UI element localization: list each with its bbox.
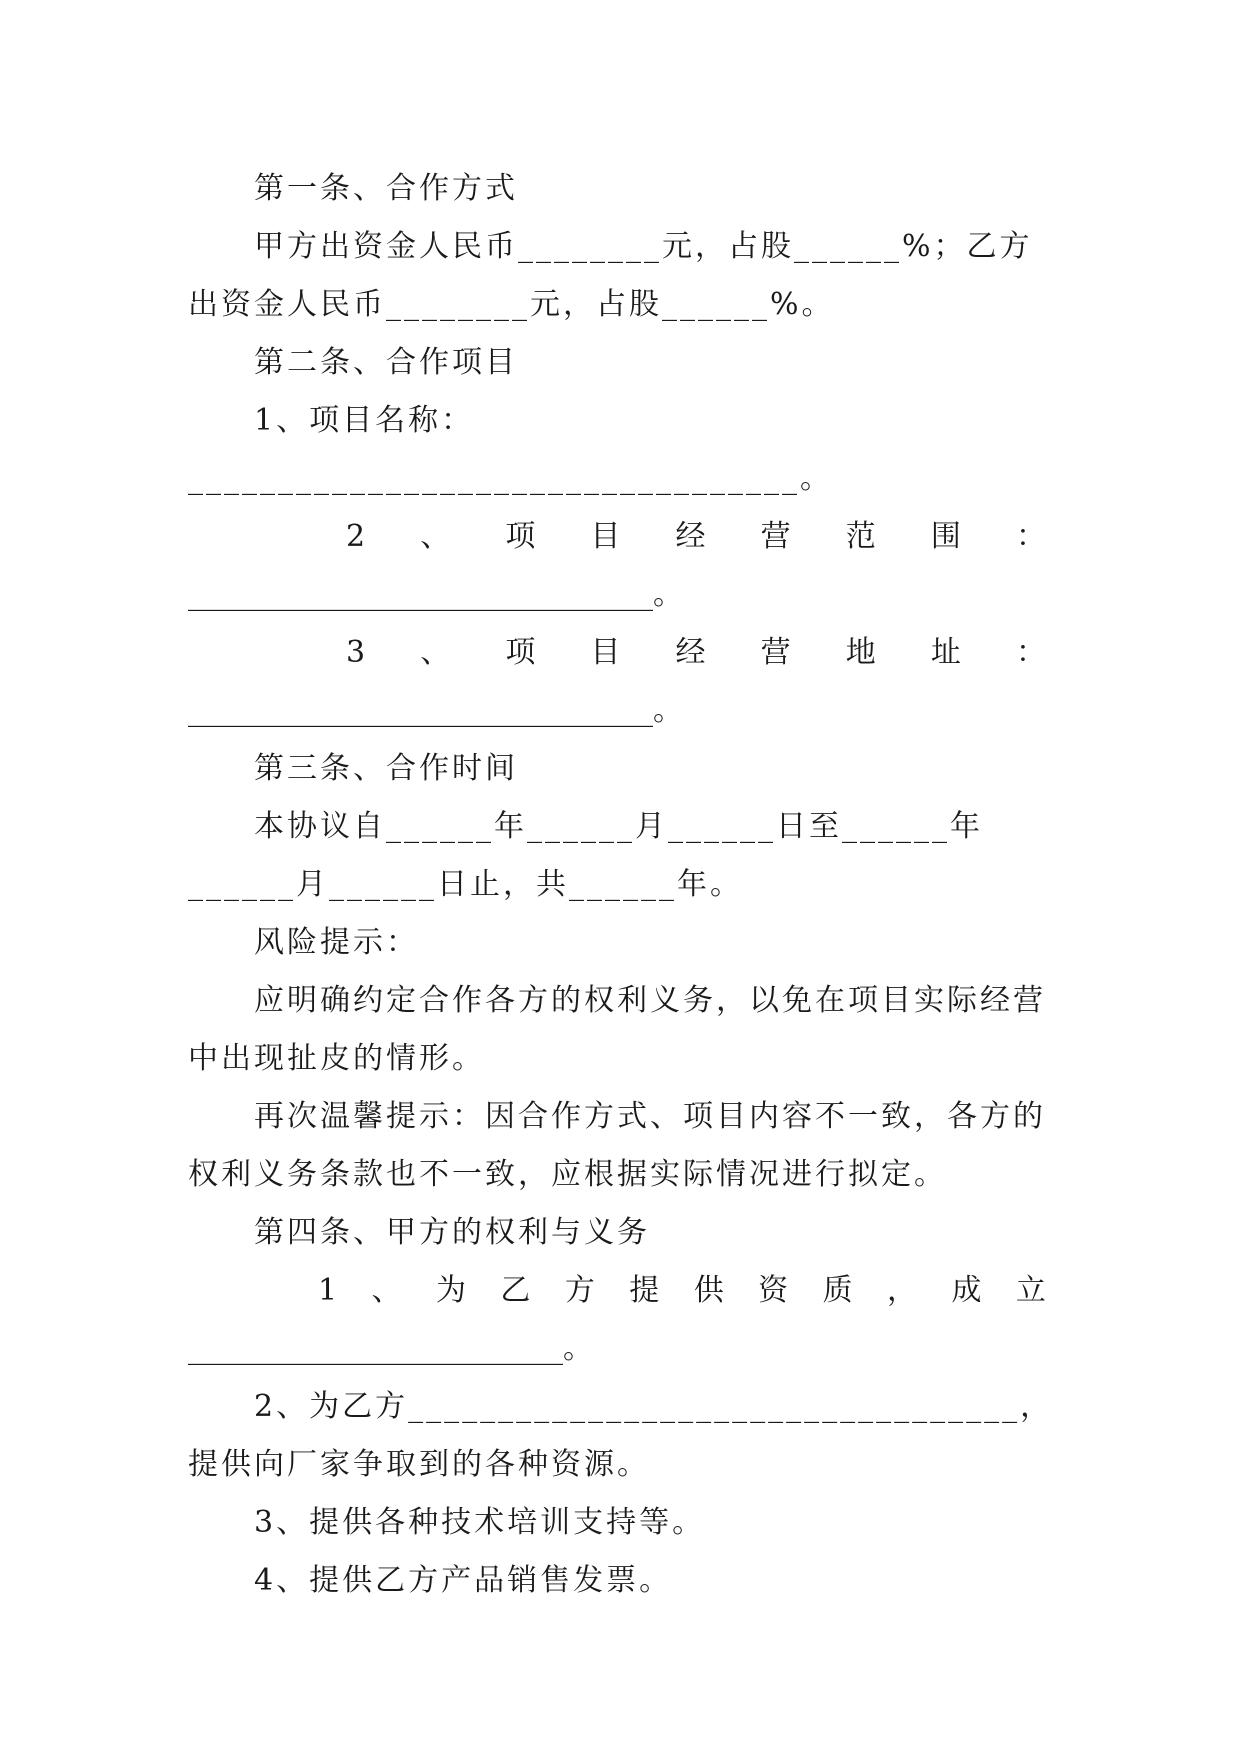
spread-char: 方 [564,1273,595,1308]
spread-char: 立 [1015,1273,1046,1308]
risk-body: 应明确约定合作各方的权利义务，以免在项目实际经营中出现扯皮的情形。 [188,983,1046,1076]
spread-char: 供 [693,1273,724,1308]
spread-char: 址 [930,635,961,670]
spread-char: 、 [371,1273,402,1308]
spread-char: ： [1015,519,1046,554]
spread-char: 为 [435,1273,466,1308]
document-page [188,160,1054,1610]
article-1-body: 甲方出资金人民币________元，占股______%；乙方出资金人民币________元，占股______%。 [188,229,1033,322]
article-3-body: 本协议自______年______月______日至______年______月______日止，共______年。 [188,809,983,902]
spread-char: ： [1015,635,1046,670]
spread-char: 资 [758,1273,789,1308]
spread-char: 目 [590,519,621,554]
article-3-title: 第三条、合作时间 [254,751,518,786]
article-4-item-2: 2、为乙方__________________________________，提供向厂家争取到的各种资源。 [188,1389,1054,1482]
spread-char: 营 [760,635,791,670]
spread-char: 、 [420,635,451,670]
spread-char: 目 [590,635,621,670]
article-4-item-1-blank: _________________________。 [188,1331,593,1366]
article-4-item-1-label [188,1262,1054,1320]
spread-char: ， [887,1273,918,1308]
spread-char: 项 [505,519,536,554]
spread-char: 地 [845,635,876,670]
article-2-item-3-blank: _______________________________。 [188,693,683,728]
article-2-item-1: 1、项目名称：__________________________________。 [188,403,833,496]
article-2-item-2-blank: _______________________________。 [188,577,683,612]
spread-char: 2 [346,519,366,554]
article-4-item-3: 3、提供各种技术培训支持等。 [254,1505,706,1540]
spread-char: 乙 [500,1273,531,1308]
spread-char: 成 [951,1273,982,1308]
spread-char: 营 [760,519,791,554]
spread-char: 1 [318,1273,338,1308]
spread-char: 3 [346,635,366,670]
article-2-item-2-label [188,508,1054,566]
article-4-item-4: 4、提供乙方产品销售发票。 [254,1563,673,1598]
article-2-item-3-label [188,624,1054,682]
spread-char: 围 [930,519,961,554]
spread-char: 、 [420,519,451,554]
article-4-title: 第四条、甲方的权利与义务 [254,1215,650,1250]
spread-char: 项 [505,635,536,670]
risk-title: 风险提示： [254,925,419,960]
spread-char: 范 [845,519,876,554]
article-2-title: 第二条、合作项目 [254,345,518,380]
reminder: 再次温馨提示：因合作方式、项目内容不一致，各方的权利义务条款也不一致，应根据实际情况进行拟定。 [188,1099,1046,1192]
article-1-title: 第一条、合作方式 [254,171,518,206]
spread-char: 经 [675,635,706,670]
spread-char: 经 [675,519,706,554]
spread-char: 提 [629,1273,660,1308]
spread-char: 质 [822,1273,853,1308]
